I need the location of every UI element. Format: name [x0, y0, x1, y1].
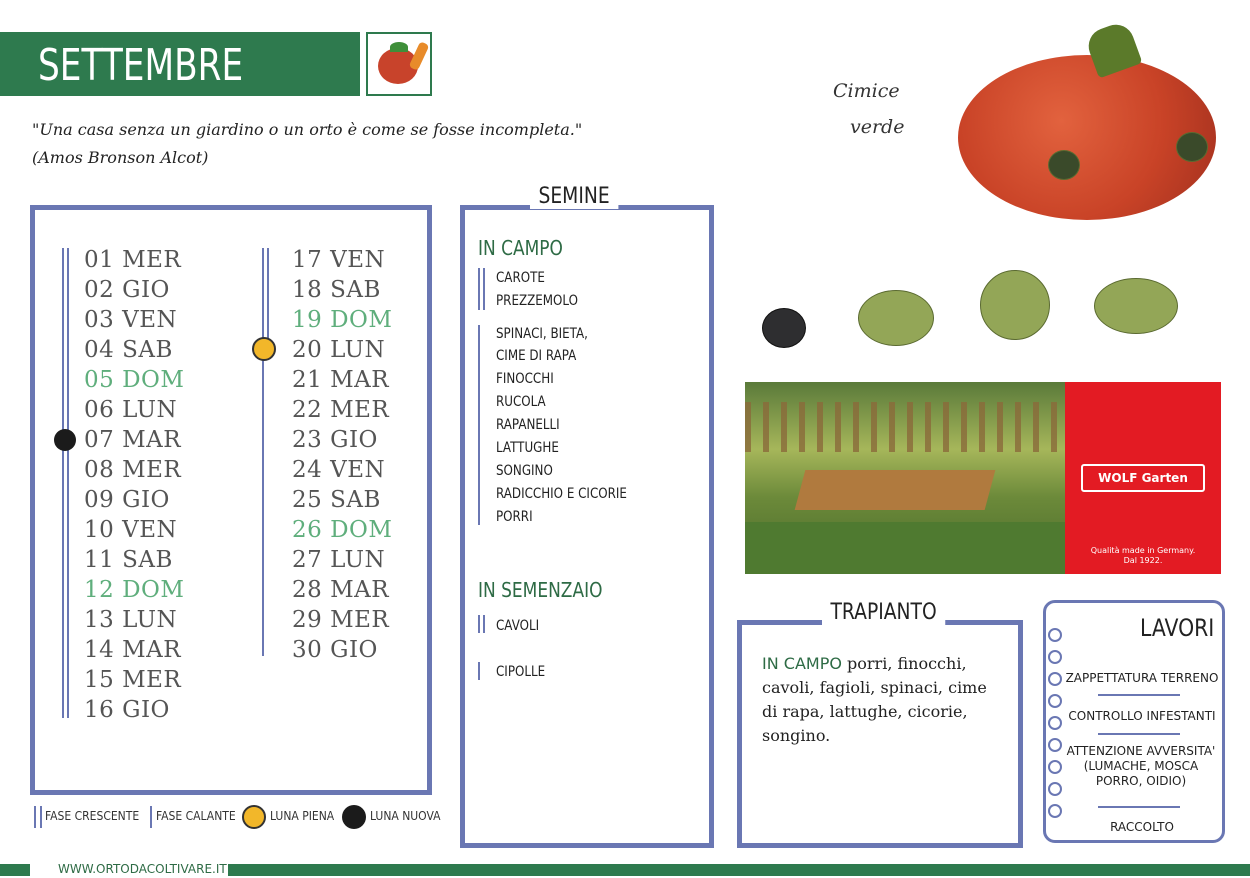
phase-crescente-line [478, 615, 485, 633]
ring-icon [1048, 760, 1062, 774]
illustration-label: verde [850, 116, 905, 138]
calendar-day: 08 MER [84, 457, 182, 483]
new-moon-icon [342, 805, 366, 829]
calendar-day: 22 MER [292, 397, 390, 423]
list-item: SPINACI, BIETA, [496, 326, 588, 342]
garden-photo [745, 382, 1065, 574]
bug-illustration [980, 270, 1050, 340]
footer-bar [228, 864, 1250, 876]
quote-text: "Una casa senza un giardino o un orto è come se fosse incompleta." [32, 120, 583, 139]
calendar-day: 11 SAB [84, 547, 173, 573]
bug-illustration [1176, 132, 1208, 162]
list-item: RUCOLA [496, 394, 546, 410]
list-item: RAPANELLI [496, 417, 560, 433]
calendar-day: 30 GIO [292, 637, 378, 663]
quote-author: (Amos Bronson Alcot) [32, 148, 209, 167]
ad-tagline: Qualità made in Germany. Dal 1922. [1090, 546, 1196, 565]
list-item: FINOCCHI [496, 371, 554, 387]
bug-illustration [1048, 150, 1080, 180]
ring-icon [1048, 782, 1062, 796]
ring-icon [1048, 804, 1062, 818]
phase-crescente-line [478, 268, 485, 310]
list-item: CAVOLI [496, 618, 540, 634]
phase-calante-line [478, 325, 481, 525]
calendar-day: 07 MAR [84, 427, 182, 453]
list-item: RADICCHIO E CICORIE [496, 486, 627, 502]
full-moon-icon [242, 805, 266, 829]
calendar-day: 21 MAR [292, 367, 390, 393]
ring-icon [1048, 694, 1062, 708]
semine-title: SEMINE [530, 184, 618, 209]
divider [1098, 694, 1180, 696]
calendar-day: 09 GIO [84, 487, 170, 513]
calendar-day: 14 MAR [84, 637, 182, 663]
calendar-day: 16 GIO [84, 697, 170, 723]
list-item: LATTUGHE [496, 440, 559, 456]
phase-crescente-line [62, 446, 69, 718]
list-item: CIPOLLE [496, 664, 546, 680]
tomato-logo-icon [366, 32, 432, 96]
lavori-title: LAVORI [1140, 614, 1215, 642]
calendar-day: 04 SAB [84, 337, 173, 363]
calendar-day: 23 GIO [292, 427, 378, 453]
calendar-day: 24 VEN [292, 457, 386, 483]
legend-calante: FASE CALANTE [150, 804, 236, 828]
calendar-day: 27 LUN [292, 547, 386, 573]
legend-crescente: FASE CRESCENTE [34, 804, 139, 828]
ring-icon [1048, 672, 1062, 686]
calendar-day: 10 VEN [84, 517, 178, 543]
tomato-illustration [958, 55, 1216, 220]
calendar-column-1 [84, 245, 184, 725]
calendar-day: 28 MAR [292, 577, 390, 603]
ring-icon [1048, 650, 1062, 664]
divider [1098, 733, 1180, 735]
list-item: PREZZEMOLO [496, 293, 578, 309]
calendar-day: 13 LUN [84, 607, 178, 633]
illustration-label: Cimice [833, 80, 900, 102]
list-item: SONGINO [496, 463, 553, 479]
trapianto-title: TRAPIANTO [822, 600, 945, 625]
calendar-day: 17 VEN [292, 247, 386, 273]
legend-luna-piena: LUNA PIENA [242, 804, 334, 828]
lavori-item: ZAPPETTATURA TERRENO [1065, 671, 1219, 685]
ring-icon [1048, 716, 1062, 730]
footer-bar [0, 864, 30, 876]
calendar-day: 05 DOM [84, 367, 185, 393]
phase-crescente-line [62, 248, 69, 434]
list-item: CAROTE [496, 270, 545, 286]
phase-calante-line [262, 360, 265, 656]
month-title: SETTEMBRE [38, 40, 244, 91]
lavori-item: CONTROLLO INFESTANTI [1068, 709, 1216, 723]
divider [1098, 806, 1180, 808]
calendar-day: 02 GIO [84, 277, 170, 303]
bug-illustration [858, 290, 934, 346]
calendar-day: 29 MER [292, 607, 390, 633]
legend-luna-nuova: LUNA NUOVA [342, 804, 440, 828]
list-item: CIME DI RAPA [496, 348, 577, 364]
trapianto-text: IN CAMPO porri, finocchi, cavoli, fagioli, spinaci, cime di rapa, lattughe, cicorie, songino. [762, 654, 987, 745]
calendar-day: 25 SAB [292, 487, 381, 513]
calendar-day: 06 LUN [84, 397, 178, 423]
calendar-day: 20 LUN [292, 337, 386, 363]
phase-crescente-line [262, 248, 269, 338]
wolf-garten-logo: WOLF Garten [1081, 464, 1205, 492]
footer-url[interactable]: WWW.ORTODACOLTIVARE.IT [58, 862, 227, 876]
bug-illustration [762, 308, 806, 348]
calendar-day: 03 VEN [84, 307, 178, 333]
in-campo-title: IN CAMPO [478, 236, 563, 260]
calendar-day: 12 DOM [84, 577, 185, 603]
calendar-day: 15 MER [84, 667, 182, 693]
lavori-item: ATTENZIONE AVVERSITA' (LUMACHE, MOSCA PORRO, OIDIO) [1066, 744, 1216, 788]
calendar-column-2 [292, 245, 392, 665]
in-semenzaio-title: IN SEMENZAIO [478, 578, 603, 602]
bug-illustration [1094, 278, 1178, 334]
ring-icon [1048, 628, 1062, 642]
calendar-day: 19 DOM [292, 307, 393, 333]
full-moon-icon [252, 337, 276, 361]
lavori-item: RACCOLTO [1110, 820, 1174, 834]
phase-calante-line [478, 662, 481, 680]
calendar-day: 18 SAB [292, 277, 381, 303]
ring-icon [1048, 738, 1062, 752]
wolf-garten-ad [1065, 382, 1221, 574]
new-moon-icon [54, 429, 76, 451]
list-item: PORRI [496, 509, 533, 525]
calendar-day: 26 DOM [292, 517, 393, 543]
calendar-day: 01 MER [84, 247, 182, 273]
